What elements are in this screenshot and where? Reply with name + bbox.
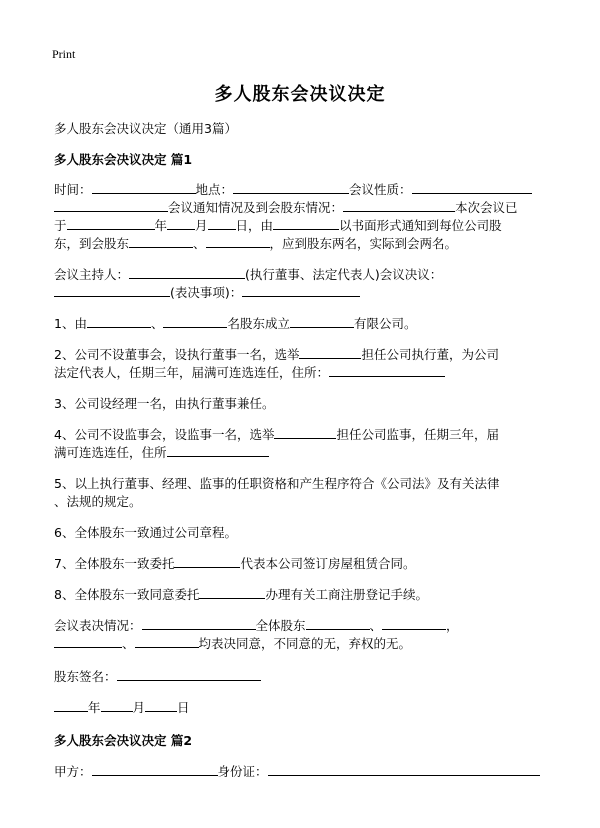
text: 满可连选连任，住所 <box>54 445 167 460</box>
month-blank <box>101 699 133 712</box>
vote-label: 会议表决情况： <box>54 618 142 633</box>
vote-line-1 <box>54 617 554 635</box>
resolution-label: (执行董事、法定代表人)会议决议： <box>245 267 443 282</box>
blank <box>54 199 168 212</box>
signature-blank <box>117 668 261 681</box>
text: 以书面形式通知到每位公司股 <box>339 218 502 233</box>
day-label: 日，由 <box>235 218 274 233</box>
text: ，应到股东两名，实际到会两名。 <box>269 236 458 251</box>
time-label: 时间： <box>54 182 92 197</box>
blank <box>129 235 193 248</box>
item-2-line-2 <box>54 364 554 382</box>
time-blank <box>92 181 196 194</box>
vote-matter-label: (表决事项)： <box>170 285 243 300</box>
host-line <box>54 266 554 284</box>
blank <box>67 217 155 230</box>
blank <box>142 617 256 630</box>
text: 、 <box>122 636 135 651</box>
location-label: 地点： <box>195 182 234 197</box>
text: 1、由 <box>54 316 87 331</box>
date-line <box>54 699 554 717</box>
blank <box>382 617 446 630</box>
item-8 <box>54 586 554 604</box>
item-4-line-2 <box>54 444 554 462</box>
text: 代表本公司签订房屋租赁合同。 <box>240 556 416 571</box>
blank <box>199 586 265 599</box>
id-blank <box>268 763 540 776</box>
text: 名股东成立 <box>227 316 290 331</box>
host-blank <box>129 266 245 279</box>
text: 东，到会股东 <box>54 236 130 251</box>
item-2-line-1 <box>54 346 554 364</box>
text: 办理有关工商注册登记手续。 <box>265 587 428 602</box>
blank <box>167 217 195 230</box>
text: 法定代表人，任期三年，届满可连选连任，住所： <box>54 365 330 380</box>
month-label: 月 <box>195 218 208 233</box>
text: 有限公司。 <box>353 316 417 331</box>
blank <box>306 617 370 630</box>
year-blank <box>54 699 88 712</box>
item-7 <box>54 555 554 573</box>
section-1-heading: 多人股东会决议决定 篇1 <box>54 152 193 167</box>
text: 4、公司不设监事会，设监事一名，选举 <box>54 427 275 442</box>
notice-label: 会议通知情况及到会股东情况： <box>168 200 344 215</box>
text: 担任公司执行董，为公司 <box>361 347 499 362</box>
document-subtitle: 多人股东会决议决定（通用3篇） <box>54 121 237 136</box>
notice-text: 本次会议已 <box>455 200 518 215</box>
text: 2、公司不设董事会，设执行董事一名，选举 <box>54 347 300 362</box>
item-5-line-2: 、法规的规定。 <box>54 494 142 509</box>
blank <box>274 426 336 439</box>
signature-line <box>54 668 554 686</box>
text: 均表决同意，不同意的无，弃权的无。 <box>198 636 412 651</box>
blank <box>206 235 270 248</box>
vote-line-2 <box>54 635 554 653</box>
item-4-line-1 <box>54 426 554 444</box>
day-label: 日 <box>177 700 190 715</box>
text: 担任公司监事，任期三年，届 <box>336 427 499 442</box>
section-2-heading: 多人股东会决议决定 篇2 <box>54 733 193 748</box>
party-a-label: 甲方： <box>54 764 92 779</box>
party-a-blank <box>92 763 218 776</box>
text: 、 <box>193 236 206 251</box>
meeting-info-line-4 <box>54 235 554 253</box>
document-title: 多人股东会决议决定 <box>214 84 386 105</box>
meeting-info-line-3 <box>54 217 554 235</box>
text: 8、全体股东一致同意委托 <box>54 587 200 602</box>
blank <box>290 315 354 328</box>
blank <box>299 346 361 359</box>
vote-matter-blank <box>242 284 360 297</box>
blank <box>273 217 339 230</box>
item-5-line-1: 5、以上执行董事、经理、监事的任职资格和产生程序符合《公司法》及有关法律 <box>54 476 500 491</box>
blank <box>208 217 236 230</box>
year-label: 年 <box>154 218 168 233</box>
print-link[interactable]: Print <box>52 47 76 61</box>
year-label: 年 <box>88 700 101 715</box>
text: 全体股东 <box>255 618 306 633</box>
address-blank <box>167 444 269 457</box>
text: ， <box>446 618 459 633</box>
id-label: 身份证： <box>217 764 268 779</box>
blank <box>163 315 227 328</box>
blank <box>54 284 170 297</box>
text: 于 <box>54 218 67 233</box>
meeting-info-line-2 <box>54 199 554 217</box>
notice-blank <box>343 199 455 212</box>
text: 7、全体股东一致委托 <box>54 556 175 571</box>
text: 、 <box>150 316 164 331</box>
text: 、 <box>369 618 383 633</box>
address-blank <box>329 364 445 377</box>
item-3: 3、公司设经理一名，由执行董事兼任。 <box>54 396 275 411</box>
blank <box>54 635 122 648</box>
location-blank <box>233 181 349 194</box>
blank <box>87 315 151 328</box>
item-1 <box>54 315 554 333</box>
month-label: 月 <box>132 700 146 715</box>
meeting-nature-blank <box>412 181 532 194</box>
item-6: 6、全体股东一致通过公司章程。 <box>54 525 237 540</box>
meeting-nature-label: 会议性质： <box>349 182 412 197</box>
blank <box>174 555 240 568</box>
meeting-info-line-1 <box>54 181 554 199</box>
resolution-line <box>54 284 554 302</box>
blank <box>135 635 199 648</box>
day-blank <box>145 699 177 712</box>
party-a-line <box>54 763 554 781</box>
host-label: 会议主持人： <box>54 267 130 282</box>
signature-label: 股东签名： <box>54 669 117 684</box>
